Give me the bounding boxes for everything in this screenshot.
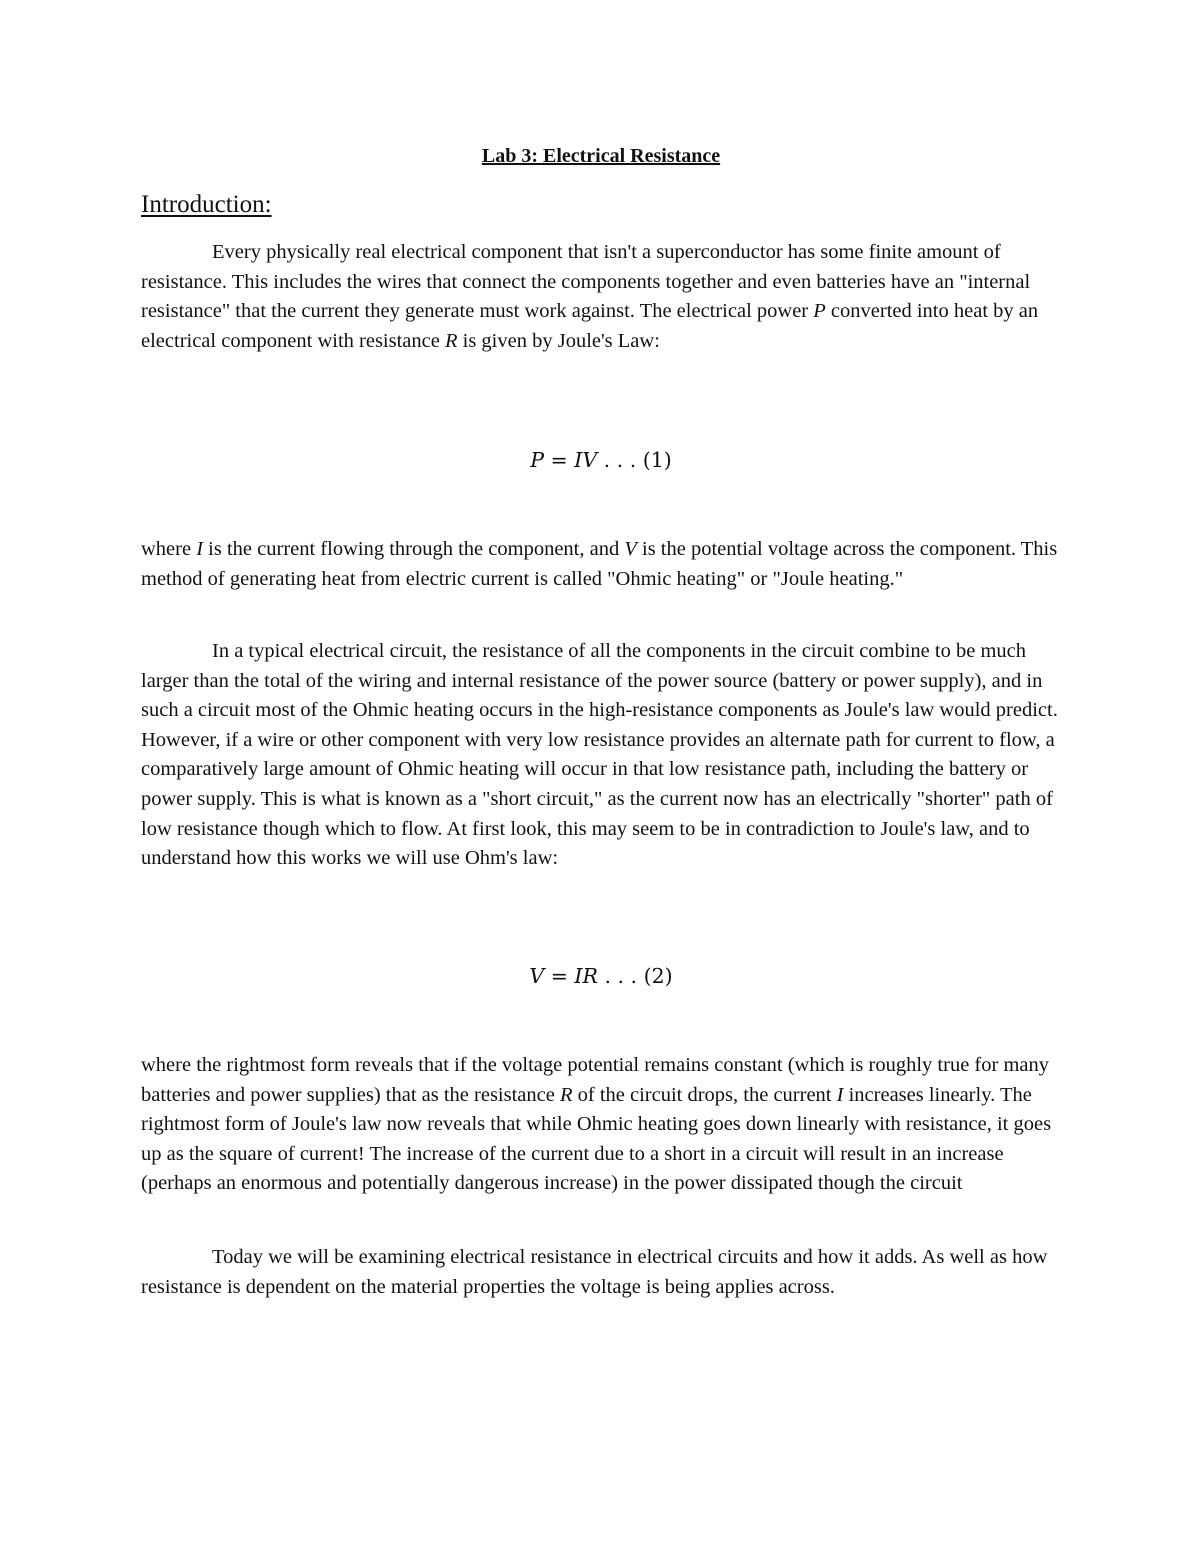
variable-r: R	[559, 1083, 573, 1106]
section-heading-introduction: Introduction:	[141, 191, 272, 218]
equation-rhs: IR	[574, 964, 598, 988]
paragraph-text: of the circuit drops, the current	[572, 1083, 837, 1106]
equation-2	[141, 962, 1061, 990]
paragraph-text: converted into heat by an electrical component with resistance	[141, 300, 1039, 352]
paragraph-text: increases linearly. The rightmost form of Joule's law now reveals that while Ohmic heating goes down linearly with resistance, it goes up as the square of current! The increase of the current due to a short in a circuit will result in an increase (perhaps an enormous and potentially dangerous increase) in the power dissipated though the circuit	[141, 1083, 1052, 1195]
equation-lhs: V	[529, 964, 545, 988]
variable-r: R	[444, 329, 458, 352]
equation-operator: =	[544, 964, 575, 988]
paragraph-text: is the current flowing through the component, and	[203, 538, 625, 560]
equation-1	[141, 446, 1061, 474]
paragraph-text: where the rightmost form reveals that if the voltage potential remains constant (which is roughly true for many batteries and power supplies) that as the resistance	[141, 1054, 1050, 1106]
paragraph-after-eq1	[141, 535, 1061, 594]
equation-number: . . . (2)	[597, 964, 673, 988]
variable-v: V	[624, 538, 637, 560]
document-title: Lab 3: Electrical Resistance	[481, 145, 721, 167]
paragraph-text: is given by Joule's Law:	[457, 329, 660, 352]
variable-i: I	[196, 538, 204, 560]
variable-i: I	[836, 1083, 844, 1106]
equation-rhs: IV	[574, 448, 598, 472]
paragraph-intro	[141, 238, 1061, 356]
paragraph-today: Today we will be examining electrical resistance in electrical circuits and how it adds. As well as how resistance is dependent on the material properties the voltage is being applies across.	[141, 1246, 1048, 1298]
paragraph-short-circuit: In a typical electrical circuit, the resistance of all the components in the circuit combine to be much larger than the total of the wiring and internal resistance of the power source (battery or power supply), and in such a circuit most of the Ohmic heating occurs in the high-resistance components as Joule's law would predict. However, if a wire or other component with very low resistance provides an alternate path for current to flow, a comparatively large amount of Ohmic heating will occur in that low resistance path, including the battery or power supply. This is what is known as a "short circuit," as the current now has an electrically "shorter" path of low resistance though which to flow. At first look, this may seem to be in contradiction to Joule's law, and to understand how this works we will use Ohm's law:	[141, 640, 1058, 870]
equation-operator: =	[544, 448, 575, 472]
equation-number: . . . (1)	[597, 448, 672, 472]
paragraph-text: where	[141, 538, 197, 560]
paragraph-text: is the potential voltage across the component. This method of generating heat from electric current is called "Ohmic heating" or "Joule heating."	[141, 538, 1058, 590]
paragraph-text: Every physically real electrical component that isn't a superconductor has some finite amount of resistance. This includes the wires that connect the components together and even batteries have an "internal resistance" that the current they generate must work against. The electrical power	[141, 241, 1031, 323]
equation-lhs: P	[530, 448, 544, 472]
paragraph-after-eq2	[141, 1051, 1061, 1199]
variable-p: P	[813, 300, 826, 323]
